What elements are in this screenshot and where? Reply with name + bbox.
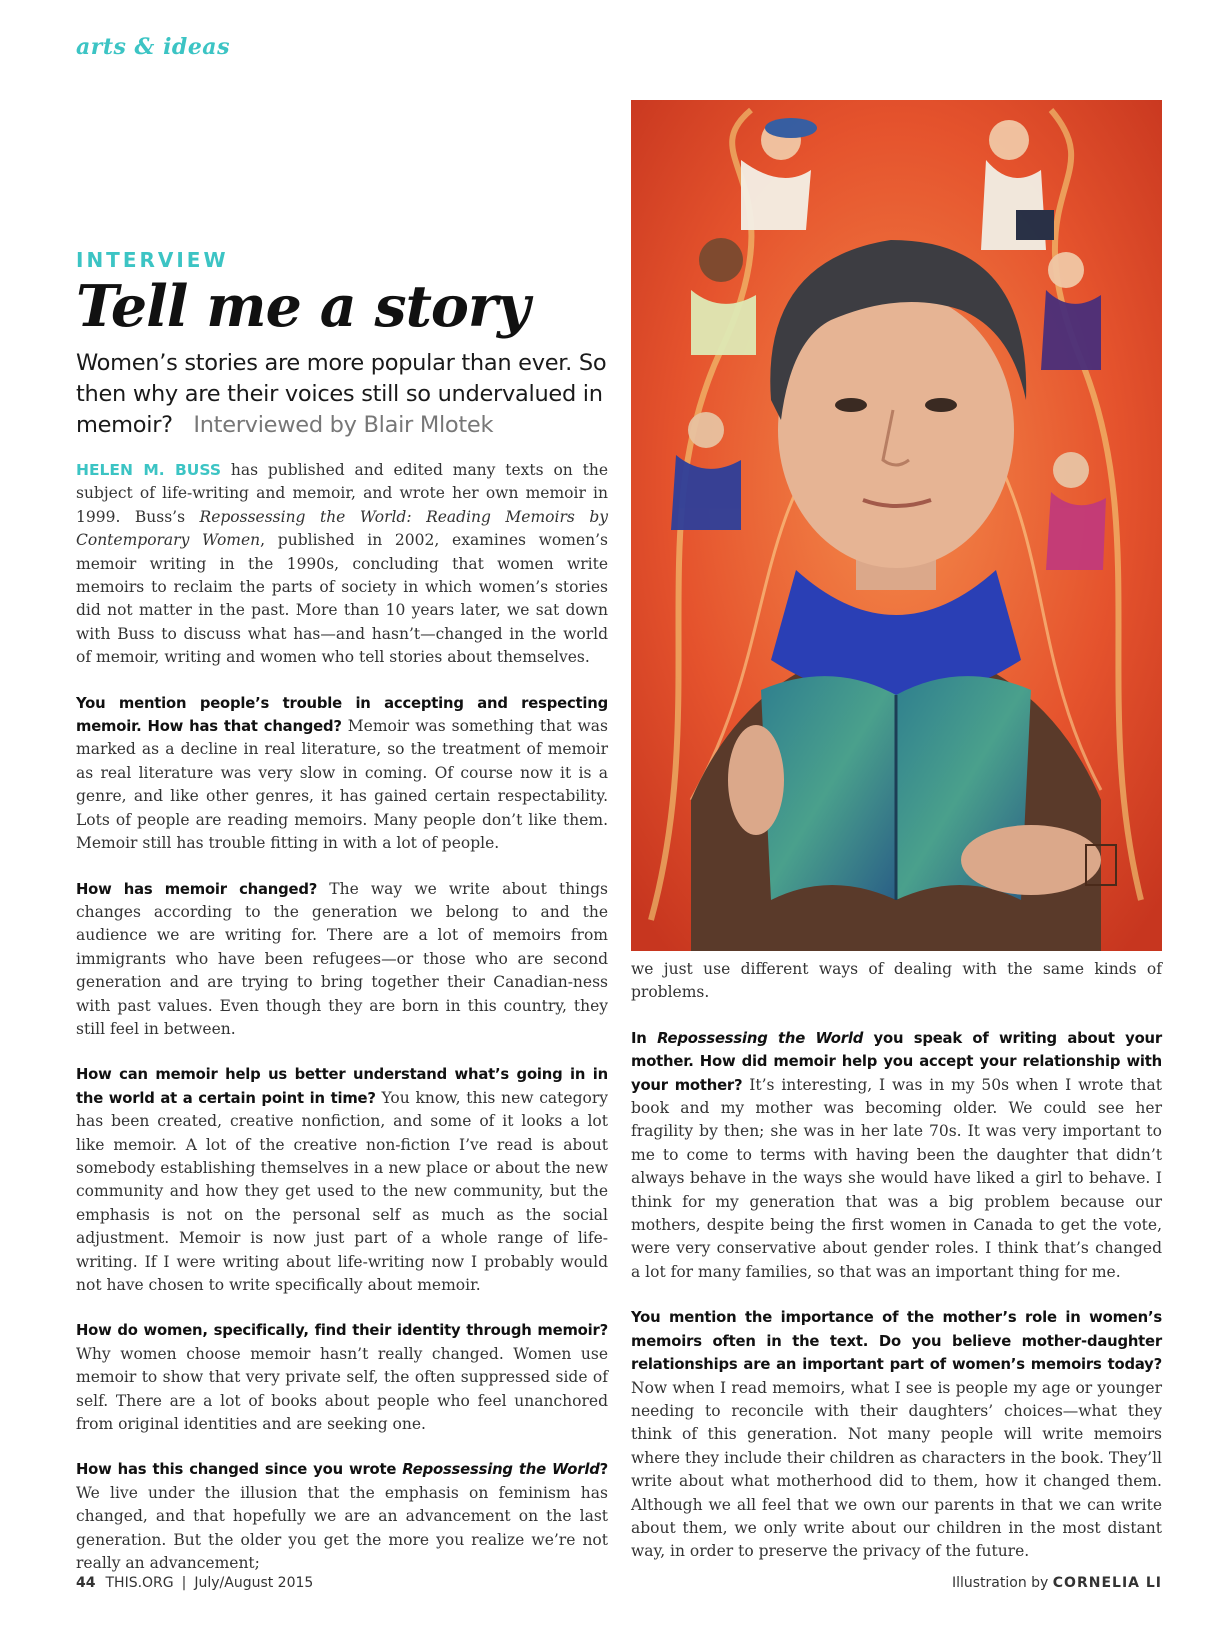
illustration-credit	[952, 1575, 1162, 1591]
deck	[76, 348, 608, 441]
qa-paragraph	[76, 878, 608, 1042]
question: In Repossessing the World you speak of writing about your mother. How did memoir help you accept your relationship with your mother?	[631, 1029, 1162, 1094]
question: How can memoir help us better understand what’s going in in the world at a certain point in time?	[76, 1066, 608, 1107]
portrait-illustration	[631, 100, 1162, 951]
section-tag: arts & ideas	[76, 34, 230, 60]
answer-continued: we just use different ways of dealing with the same kinds of problems.	[631, 960, 1162, 1002]
question: How do women, specifically, find their identity through memoir?	[76, 1322, 608, 1340]
qa-paragraph	[631, 1027, 1162, 1284]
qa-paragraph	[76, 1458, 608, 1575]
lead-name: HELEN M. BUSS	[76, 461, 221, 479]
credit-label: Illustration by	[951, 1575, 1049, 1591]
answer: You know, this new category has been created, creative nonfiction, and some of it looks a lot like memoir. A lot of the creative non-fiction I’ve read is about somebody establishing themselves in a new place or about the new community and how they get used to the new community, but the emphasis is not on the personal self as much as the social adjustment. Memoir is now just part of a whole range of life-writing. If I were writing about life-writing now I probably would not have chosen to write specifically about memoir.	[76, 1088, 608, 1294]
intro-paragraph: HELEN M. BUSS has published and edited many texts on the subject of life-writing and memoir, and wrote her own memoir in 1999. Buss’s Repossessing the World: Reading Memoirs by Contemporary Women, published in 2002, examines women’s memoir writing in the 1990s, concluding that women write memoirs to reclaim the parts of society in which women’s stories did not matter in the past. More than 10 years later, we sat down with Buss to discuss what has—and hasn’t—changed in the world of memoir, writing and women who tell stories about themselves.	[76, 461, 609, 667]
site-name: THIS.ORG	[105, 1575, 174, 1591]
answer: Now when I read memoirs, what I see is people my age or younger needing to reconcile with their daughters’ choices—what they think of this generation. Not many people will write memoirs where they include their children as characters in the book. They’ll write about what motherhood did to them, how it changed them. Although we all feel that we own our parents in that we can write about them, we only write about our children in the most distant way, in order to preserve the privacy of the future.	[631, 1378, 1162, 1561]
artist-name: CORNELIA LI	[1052, 1575, 1162, 1591]
page-number: 44	[76, 1575, 96, 1591]
answer: Why women choose memoir hasn’t really changed. Women use memoir to show that very private self, the often suppressed side of self. There are a lot of books about people who feel unanchored from original identities and are seeking one.	[76, 1344, 608, 1434]
footer-separator: |	[181, 1575, 187, 1591]
book-title: Repossessing the World: Reading Memoirs by Contemporary Women	[76, 507, 608, 550]
question: How has memoir changed?	[76, 880, 318, 898]
qa-paragraph	[76, 1319, 608, 1436]
qa-paragraph	[76, 1063, 608, 1297]
illustration-art	[631, 100, 1162, 951]
right-column	[631, 958, 1162, 1564]
answer: We live under the illusion that the emphasis on feminism has changed, and that hopefully we are an advancement on the last generation. But the older you get the more you realize we’re not really an advancement;	[76, 1483, 608, 1573]
byline: Interviewed by Blair Mlotek	[193, 412, 494, 438]
qa-paragraph	[631, 1306, 1162, 1563]
qa-paragraph	[76, 692, 608, 856]
answer: Memoir was something that was marked as a decline in real literature, so the treatment of memoir as real literature was very slow in coming. Of course now it is a genre, and like other genres, it has gained certain respectability. Lots of people are reading memoirs. Many people don’t like them. Memoir still has trouble fitting in with a lot of people.	[76, 717, 608, 853]
deck-text: Women’s stories are more popular than ever. So then why are their voices still so undervalued in memoir?	[76, 350, 607, 438]
kicker: INTERVIEW	[76, 248, 229, 272]
question: You mention the importance of the mother’s role in women’s memoirs often in the text. Do you believe mother-daughter relationships are an important part of women’s memoirs today?	[631, 1309, 1162, 1374]
left-column	[76, 248, 608, 1575]
answer: The way we write about things changes according to the generation we belong to and the audience we are writing for. There are a lot of memoirs from immigrants who have been refugees—or those who are second generation and are trying to bring together their Canadian-ness with past values. Even though they are born in this country, they still feel in between.	[76, 879, 608, 1038]
headline: Tell me a story	[76, 273, 530, 340]
footer-folio	[76, 1575, 313, 1591]
answer: It’s interesting, I was in my 50s when I wrote that book and my mother was becoming older. We could see her fragility by then; she was in her late 70s. It was very important to me to come to terms with having been the daughter that didn’t always behave in the ways she would have liked a girl to behave. I think for my generation that was a big problem because our mothers, despite being the first women in Canada to get the vote, were very conservative about gender roles. I think that’s changed a lot for many families, so that was an important thing for me.	[631, 1075, 1162, 1281]
question: How has this changed since you wrote Repossessing the World?	[76, 1461, 608, 1479]
issue-date: July/August 2015	[194, 1575, 314, 1591]
question: You mention people’s trouble in accepting and respecting memoir. How has that changed?	[76, 694, 608, 736]
